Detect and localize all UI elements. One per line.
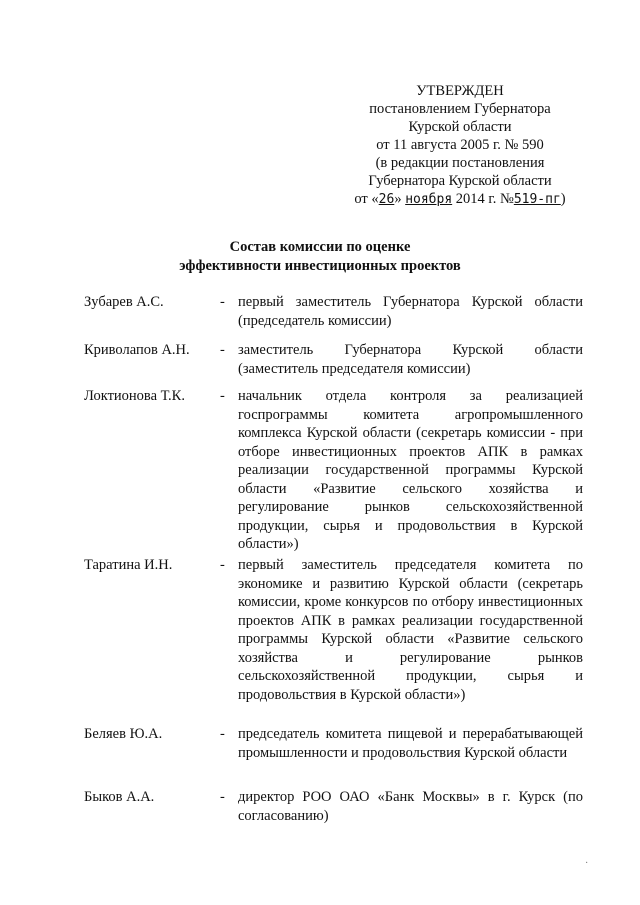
member-dash: -	[220, 726, 225, 742]
member-name: Зубарев А.С.	[84, 294, 164, 310]
date-day-close: »	[394, 191, 402, 207]
member-dash: -	[220, 557, 225, 573]
member-dash: -	[220, 342, 225, 358]
member-name: Быков А.А.	[84, 789, 155, 805]
approval-date-line	[310, 190, 610, 209]
approval-heading: УТВЕРЖДЕН	[416, 83, 504, 99]
member-name: Локтионова Т.К.	[84, 388, 185, 404]
member-name: Таратина И.Н.	[84, 557, 173, 573]
document-title	[140, 238, 500, 276]
title-line-1: Состав комиссии по оценке	[229, 239, 411, 255]
approval-line-3: от 11 августа 2005 г. № 590	[376, 137, 544, 153]
handwritten-day: 26	[378, 192, 395, 207]
member-dash: -	[220, 789, 225, 805]
member-role: председатель комитета пищевой и перерабатывающей промышленности и продовольствия Курской области	[238, 726, 583, 761]
member-name: Криволапов А.Н.	[84, 342, 190, 358]
handwritten-number: 519-пг	[513, 192, 561, 207]
scan-speck: ·	[585, 858, 589, 869]
member-dash: -	[220, 294, 225, 310]
title-line-2: эффективности инвестиционных проектов	[179, 258, 461, 274]
approval-line-5: Губернатора Курской области	[368, 173, 552, 189]
date-year: 2014 г. №	[455, 191, 514, 207]
approval-stamp	[310, 82, 610, 209]
approval-line-2: Курской области	[408, 119, 512, 135]
member-dash: -	[220, 388, 225, 404]
approval-line-1: постановлением Губернатора	[369, 101, 551, 117]
member-role: заместитель Губернатора Курской области (заместитель председателя комиссии)	[238, 342, 583, 377]
date-prefix: от «	[354, 191, 379, 207]
member-role: директор РОО ОАО «Банк Москвы» в г. Курск (по согласованию)	[238, 789, 583, 824]
member-role: первый заместитель председателя комитета по экономике и развитию Курской области (секретарь комиссии, кроме конкурсов по отбору инвестиционных проектов АПК в рамках реализации государственной программы Курской области «Развитие сельского хозяйства и регулирование рынков сельскохозяйственной продукции, сырья и продовольствия в Курской области»)	[238, 557, 583, 703]
approval-line-4: (в редакции постановления	[375, 155, 545, 171]
member-name: Беляев Ю.А.	[84, 726, 163, 742]
member-role: начальник отдела контроля за реализацией госпрограммы комитета агропромышленного комплекса Курской области (секретарь комиссии - при отборе инвестиционных проектов АПК в рамках реализации государственной программы Курской области «Развитие сельского хозяйства и регулирование рынков сельскохозяйственной продукции, сырья и продовольствия в Курской области»)	[238, 388, 583, 552]
handwritten-month: ноября	[405, 192, 453, 207]
date-close-paren: )	[560, 191, 566, 207]
member-role: первый заместитель Губернатора Курской области (председатель комиссии)	[238, 294, 583, 329]
